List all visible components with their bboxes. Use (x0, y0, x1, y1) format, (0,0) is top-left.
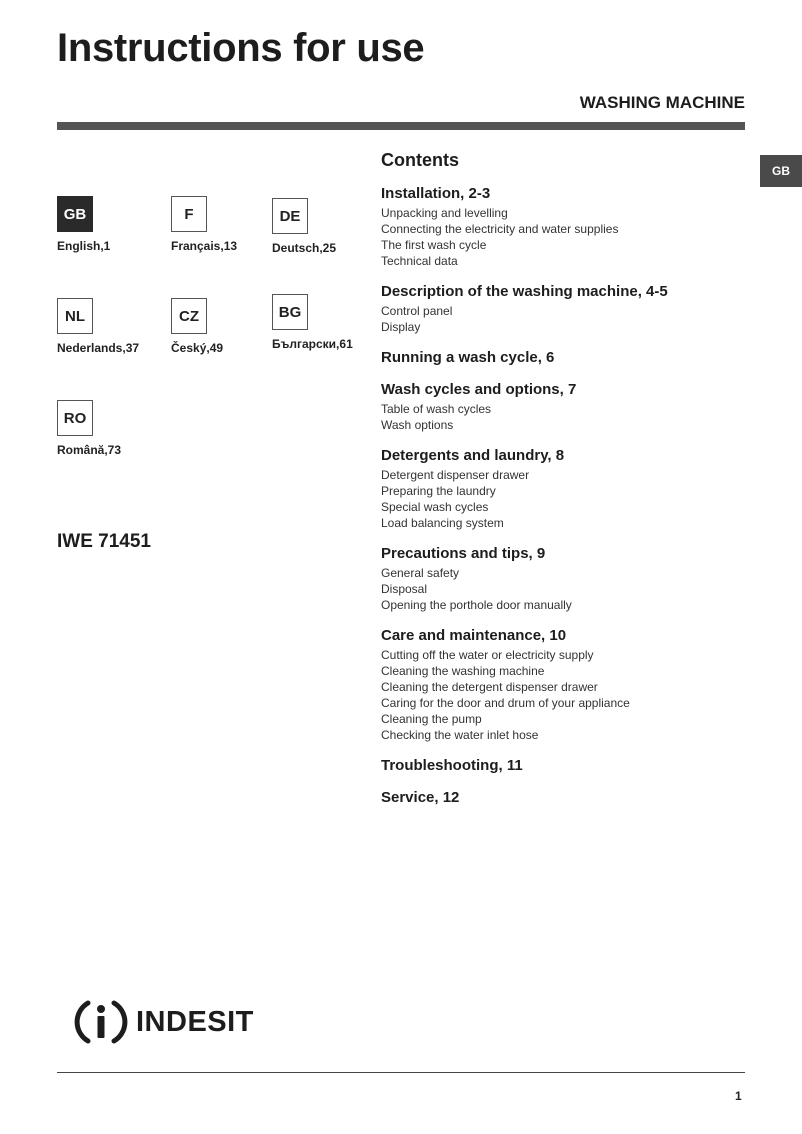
toc-section-title[interactable]: Precautions and tips, 9 (381, 545, 546, 562)
toc-section-title[interactable]: Troubleshooting, 11 (381, 757, 523, 774)
language-label: English,1 (57, 239, 111, 253)
toc-section-description (381, 283, 761, 335)
toc-item[interactable]: Load balancing system (381, 516, 504, 530)
toc-item[interactable]: Technical data (381, 254, 458, 268)
indesit-logo (74, 995, 254, 1049)
toc-item[interactable]: General safety (381, 566, 460, 580)
toc-item[interactable]: Detergent dispenser drawer (381, 468, 530, 482)
toc-item[interactable]: Control panel (381, 304, 453, 318)
language-code: CZ (171, 298, 207, 334)
toc-section-wash-cycles (381, 381, 761, 433)
product-type: WASHING MACHINE (579, 93, 745, 112)
toc-section-title[interactable]: Care and maintenance, 10 (381, 627, 567, 644)
toc-section-service (381, 789, 761, 807)
toc-item[interactable]: Display (381, 320, 421, 334)
language-label: Český,49 (171, 341, 224, 355)
language-code: RO (57, 400, 93, 436)
toc-item[interactable]: Checking the water inlet hose (381, 728, 539, 742)
toc-item[interactable]: Unpacking and levelling (381, 206, 508, 220)
language-code: DE (272, 198, 308, 234)
language-cz[interactable] (171, 298, 223, 355)
language-label: Français,13 (171, 239, 238, 253)
language-label: Nederlands,37 (57, 341, 140, 355)
language-label: Română,73 (57, 443, 122, 457)
language-de[interactable] (272, 198, 336, 255)
language-f[interactable] (171, 196, 237, 253)
toc-section-title[interactable]: Description of the washing machine, 4-5 (381, 283, 668, 300)
language-nl[interactable] (57, 298, 139, 355)
language-side-tab: GB (760, 155, 802, 187)
header-divider (57, 122, 745, 130)
toc-item[interactable]: Preparing the laundry (381, 484, 496, 498)
toc-item[interactable]: Cleaning the pump (381, 712, 482, 726)
footer-divider (57, 1072, 745, 1073)
language-label: Deutsch,25 (272, 241, 337, 255)
toc-section-precautions (381, 545, 761, 613)
page-title: Instructions for use (57, 26, 425, 70)
toc-item[interactable]: Disposal (381, 582, 428, 596)
contents-heading: Contents (381, 150, 459, 170)
toc-section-running (381, 349, 761, 367)
language-label: Български,61 (272, 337, 353, 351)
toc-item[interactable]: Connecting the electricity and water supplies (381, 222, 619, 236)
toc-item[interactable]: Wash options (381, 418, 454, 432)
table-of-contents (381, 150, 761, 821)
model-number: IWE 71451 (57, 531, 151, 552)
toc-section-detergents (381, 447, 761, 531)
toc-section-title[interactable]: Wash cycles and options, 7 (381, 381, 577, 398)
toc-section-title[interactable]: Running a wash cycle, 6 (381, 349, 555, 366)
toc-item[interactable]: Table of wash cycles (381, 402, 492, 416)
language-code: F (171, 196, 207, 232)
language-ro[interactable] (57, 400, 121, 457)
language-code: BG (272, 294, 308, 330)
toc-item[interactable]: Cleaning the washing machine (381, 664, 545, 678)
toc-item[interactable]: Opening the porthole door manually (381, 598, 572, 612)
brand-name: INDESIT (136, 1005, 254, 1038)
toc-section-troubleshooting (381, 757, 761, 775)
page-number: 1 (735, 1089, 742, 1103)
toc-item[interactable]: Cleaning the detergent dispenser drawer (381, 680, 598, 694)
language-bg[interactable] (272, 294, 353, 351)
language-code: NL (57, 298, 93, 334)
language-code: GB (57, 196, 93, 232)
toc-section-installation (381, 185, 761, 269)
language-gb[interactable] (57, 196, 110, 253)
toc-item[interactable]: Caring for the door and drum of your appliance (381, 696, 630, 710)
toc-section-title[interactable]: Installation, 2-3 (381, 185, 491, 202)
toc-section-care (381, 627, 761, 743)
indesit-logo-icon (74, 995, 128, 1049)
toc-item[interactable]: Special wash cycles (381, 500, 489, 514)
toc-item[interactable]: Cutting off the water or electricity supply (381, 648, 594, 662)
toc-item[interactable]: The first wash cycle (381, 238, 487, 252)
toc-section-title[interactable]: Service, 12 (381, 789, 460, 806)
toc-section-title[interactable]: Detergents and laundry, 8 (381, 447, 565, 464)
